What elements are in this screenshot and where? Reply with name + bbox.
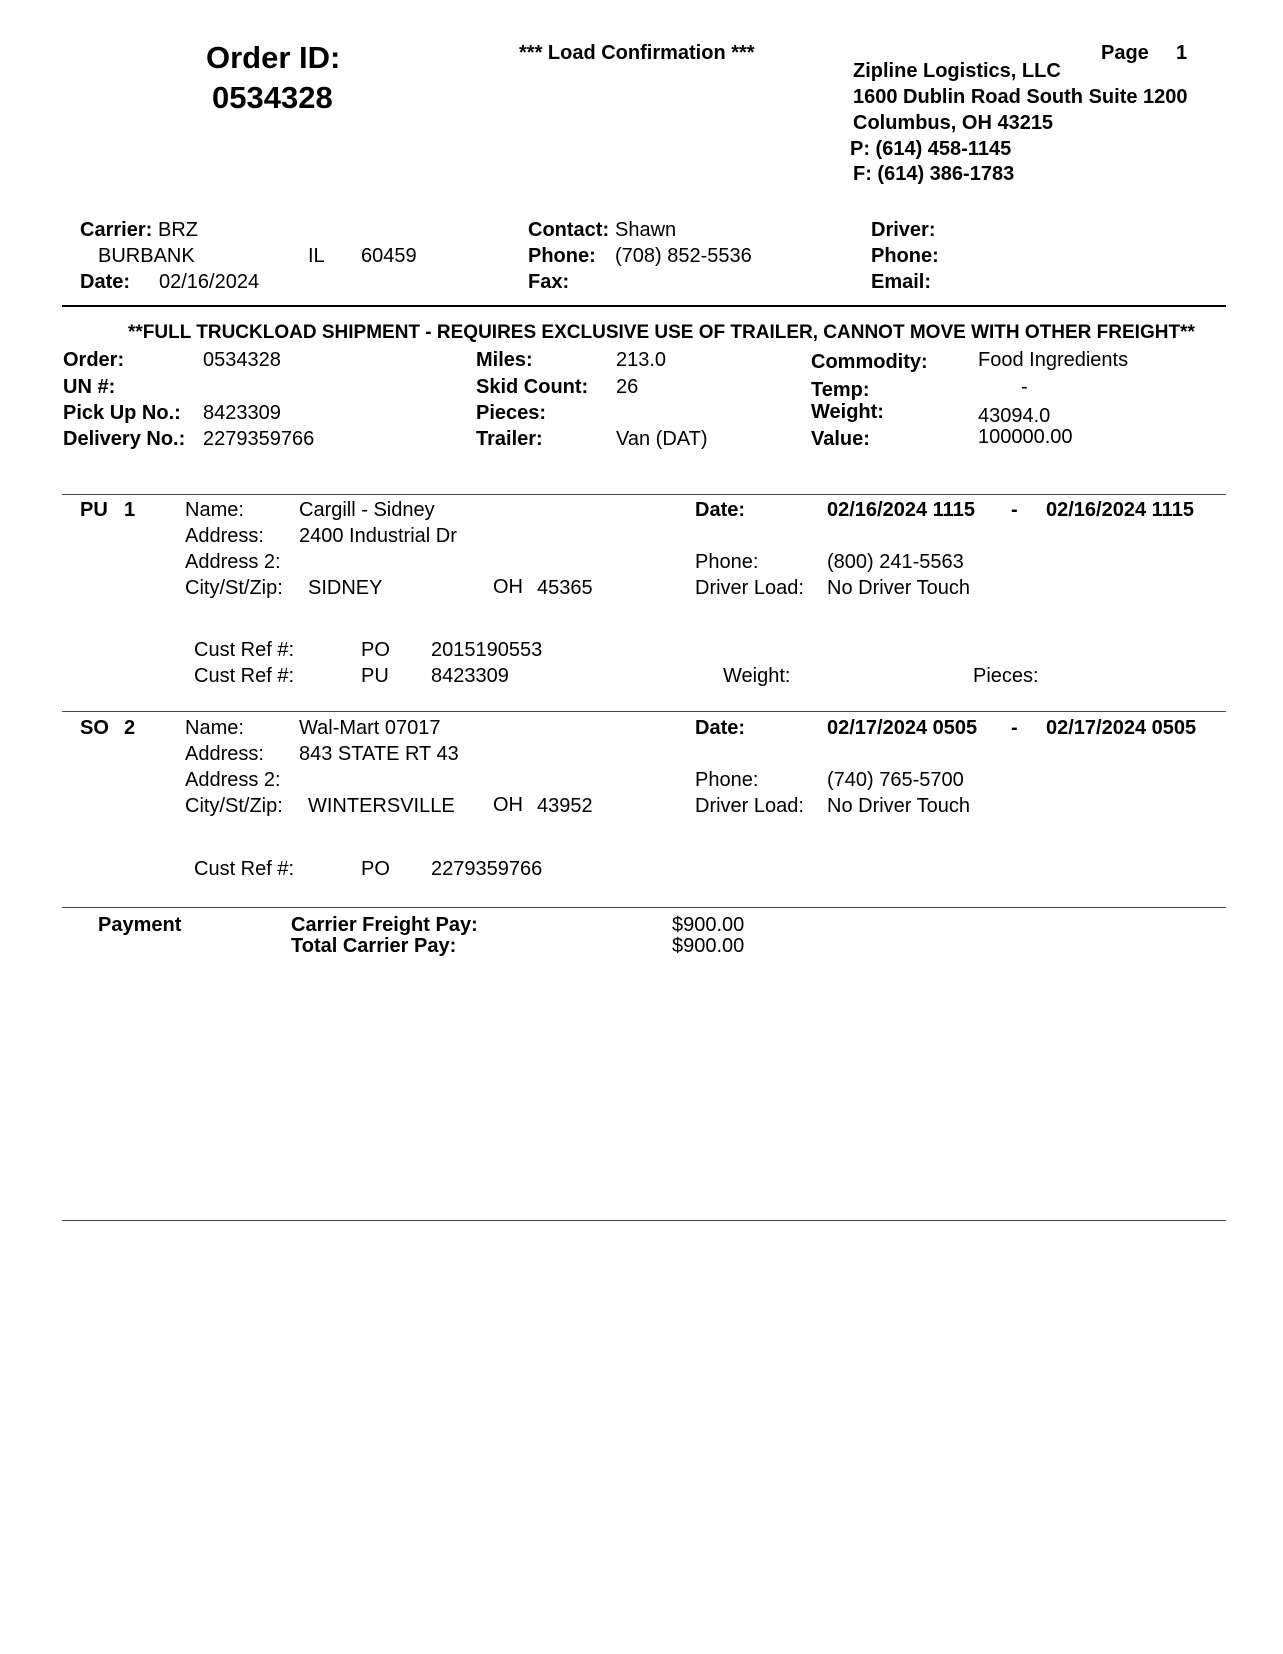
stop-address-label: Address: (185, 743, 264, 765)
stop-phone: (800) 241-5563 (827, 551, 964, 573)
cust-ref-value: 2279359766 (431, 858, 543, 880)
company-address2: Columbus, OH 43215 (853, 112, 1054, 134)
cust-ref-type: PU (361, 665, 389, 687)
header-divider (62, 305, 1226, 307)
delivery-no-label: Delivery No.: (63, 428, 186, 450)
pickup-no-label: Pick Up No.: (63, 402, 181, 424)
commodity-label: Commodity: (811, 351, 928, 373)
carrier-zip: 60459 (361, 245, 417, 267)
contact-value: Shawn (615, 219, 677, 241)
skid-count-label: Skid Count: (476, 376, 589, 398)
payment-label: Payment (98, 914, 182, 936)
page-number: 1 (1176, 42, 1188, 64)
stop-driver-load-label: Driver Load: (695, 577, 804, 599)
stop-number: 1 (124, 499, 136, 521)
driver-email-label: Email: (871, 271, 932, 293)
stop-date-to: 02/17/2024 0505 (1046, 717, 1197, 739)
stop-zip: 45365 (537, 577, 593, 599)
carrier-freight-pay-label: Carrier Freight Pay: (291, 914, 478, 936)
stop2-divider (62, 711, 1226, 712)
order-id-label: Order ID: (206, 40, 341, 75)
total-carrier-pay-value: $900.00 (672, 935, 745, 957)
stop-date-label: Date: (695, 717, 746, 739)
carrier-city: BURBANK (98, 245, 195, 267)
stop-phone-label: Phone: (695, 551, 759, 573)
carrier-freight-pay-value: $900.00 (672, 914, 745, 936)
temp-label: Temp: (811, 379, 870, 401)
stop-city-label: City/St/Zip: (185, 795, 283, 817)
stop-date-separator: - (1011, 499, 1018, 521)
stop-date-from: 02/16/2024 1115 (827, 499, 975, 521)
carrier-name: BRZ (158, 219, 198, 241)
carrier-phone: (708) 852-5536 (615, 245, 752, 267)
stop-address2-label: Address 2: (185, 551, 281, 573)
stop-state: OH (493, 794, 523, 816)
carrier-date-label: Date: (80, 271, 131, 293)
stop1-divider (62, 494, 1226, 495)
stop-phone: (740) 765-5700 (827, 769, 964, 791)
stop-name: Wal-Mart 07017 (299, 717, 441, 739)
stop-pieces-label: Pieces: (973, 665, 1039, 687)
stop-address-label: Address: (185, 525, 264, 547)
stop-city: WINTERSVILLE (308, 795, 455, 817)
stop-city-label: City/St/Zip: (185, 577, 283, 599)
stop-date-to: 02/16/2024 1115 (1046, 499, 1194, 521)
stop-date-from: 02/17/2024 0505 (827, 717, 978, 739)
stop-driver-load: No Driver Touch (827, 795, 971, 817)
temp-value: - (1021, 376, 1028, 398)
page-label: Page (1101, 42, 1149, 64)
trailer-label: Trailer: (476, 428, 543, 450)
carrier-phone-label: Phone: (528, 245, 596, 267)
delivery-no-value: 2279359766 (203, 428, 315, 450)
stop-date-label: Date: (695, 499, 746, 521)
stop-address2-label: Address 2: (185, 769, 281, 791)
commodity-value: Food Ingredients (978, 349, 1129, 371)
cust-ref-label: Cust Ref #: (194, 858, 295, 880)
stop-number: 2 (124, 717, 136, 739)
carrier-date: 02/16/2024 (159, 271, 260, 293)
stop-driver-load: No Driver Touch (827, 577, 971, 599)
company-name: Zipline Logistics, LLC (853, 60, 1061, 82)
document-title: *** Load Confirmation *** (519, 42, 755, 64)
pieces-label: Pieces: (476, 402, 547, 424)
stop-driver-load-label: Driver Load: (695, 795, 804, 817)
stop-state: OH (493, 576, 523, 598)
company-phone: P: (614) 458-1145 (850, 138, 1012, 160)
stop-address: 843 STATE RT 43 (299, 743, 459, 765)
carrier-fax-label: Fax: (528, 271, 570, 293)
weight-value: 43094.0 (978, 405, 1051, 427)
weight-label: Weight: (811, 401, 884, 423)
company-address1: 1600 Dublin Road South Suite 1200 (853, 86, 1188, 108)
carrier-label: Carrier: (80, 219, 153, 241)
driver-phone-label: Phone: (871, 245, 939, 267)
cust-ref-type: PO (361, 639, 390, 661)
order-label: Order: (63, 349, 125, 371)
cust-ref-label: Cust Ref #: (194, 665, 295, 687)
ftl-notice: **FULL TRUCKLOAD SHIPMENT - REQUIRES EXCLUSIVE USE OF TRAILER, CANNOT MOVE WITH OTHER FREIGHT** (128, 322, 1195, 343)
cust-ref-label: Cust Ref #: (194, 639, 295, 661)
skid-count-value: 26 (616, 376, 639, 398)
payment-divider (62, 907, 1226, 908)
pickup-no-value: 8423309 (203, 402, 281, 424)
value-value: 100000.00 (978, 426, 1073, 448)
stop-type: SO (80, 717, 109, 739)
carrier-state: IL (308, 245, 325, 267)
trailer-value: Van (DAT) (616, 428, 708, 450)
stop-zip: 43952 (537, 795, 593, 817)
stop-name-label: Name: (185, 499, 244, 521)
footer-divider (62, 1220, 1226, 1221)
cust-ref-value: 8423309 (431, 665, 509, 687)
stop-address: 2400 Industrial Dr (299, 525, 457, 547)
stop-name: Cargill - Sidney (299, 499, 435, 521)
stop-city: SIDNEY (308, 577, 383, 599)
total-carrier-pay-label: Total Carrier Pay: (291, 935, 457, 957)
order-value: 0534328 (203, 349, 281, 371)
miles-value: 213.0 (616, 349, 667, 371)
driver-label: Driver: (871, 219, 936, 241)
order-id-value: 0534328 (212, 80, 333, 115)
miles-label: Miles: (476, 349, 533, 371)
company-fax: F: (614) 386-1783 (853, 163, 1015, 185)
cust-ref-value: 2015190553 (431, 639, 543, 661)
cust-ref-type: PO (361, 858, 390, 880)
contact-label: Contact: (528, 219, 610, 241)
value-label: Value: (811, 428, 870, 450)
un-label: UN #: (63, 376, 116, 398)
stop-weight-label: Weight: (723, 665, 791, 687)
stop-date-separator: - (1011, 717, 1018, 739)
stop-type: PU (80, 499, 108, 521)
stop-name-label: Name: (185, 717, 244, 739)
stop-phone-label: Phone: (695, 769, 759, 791)
